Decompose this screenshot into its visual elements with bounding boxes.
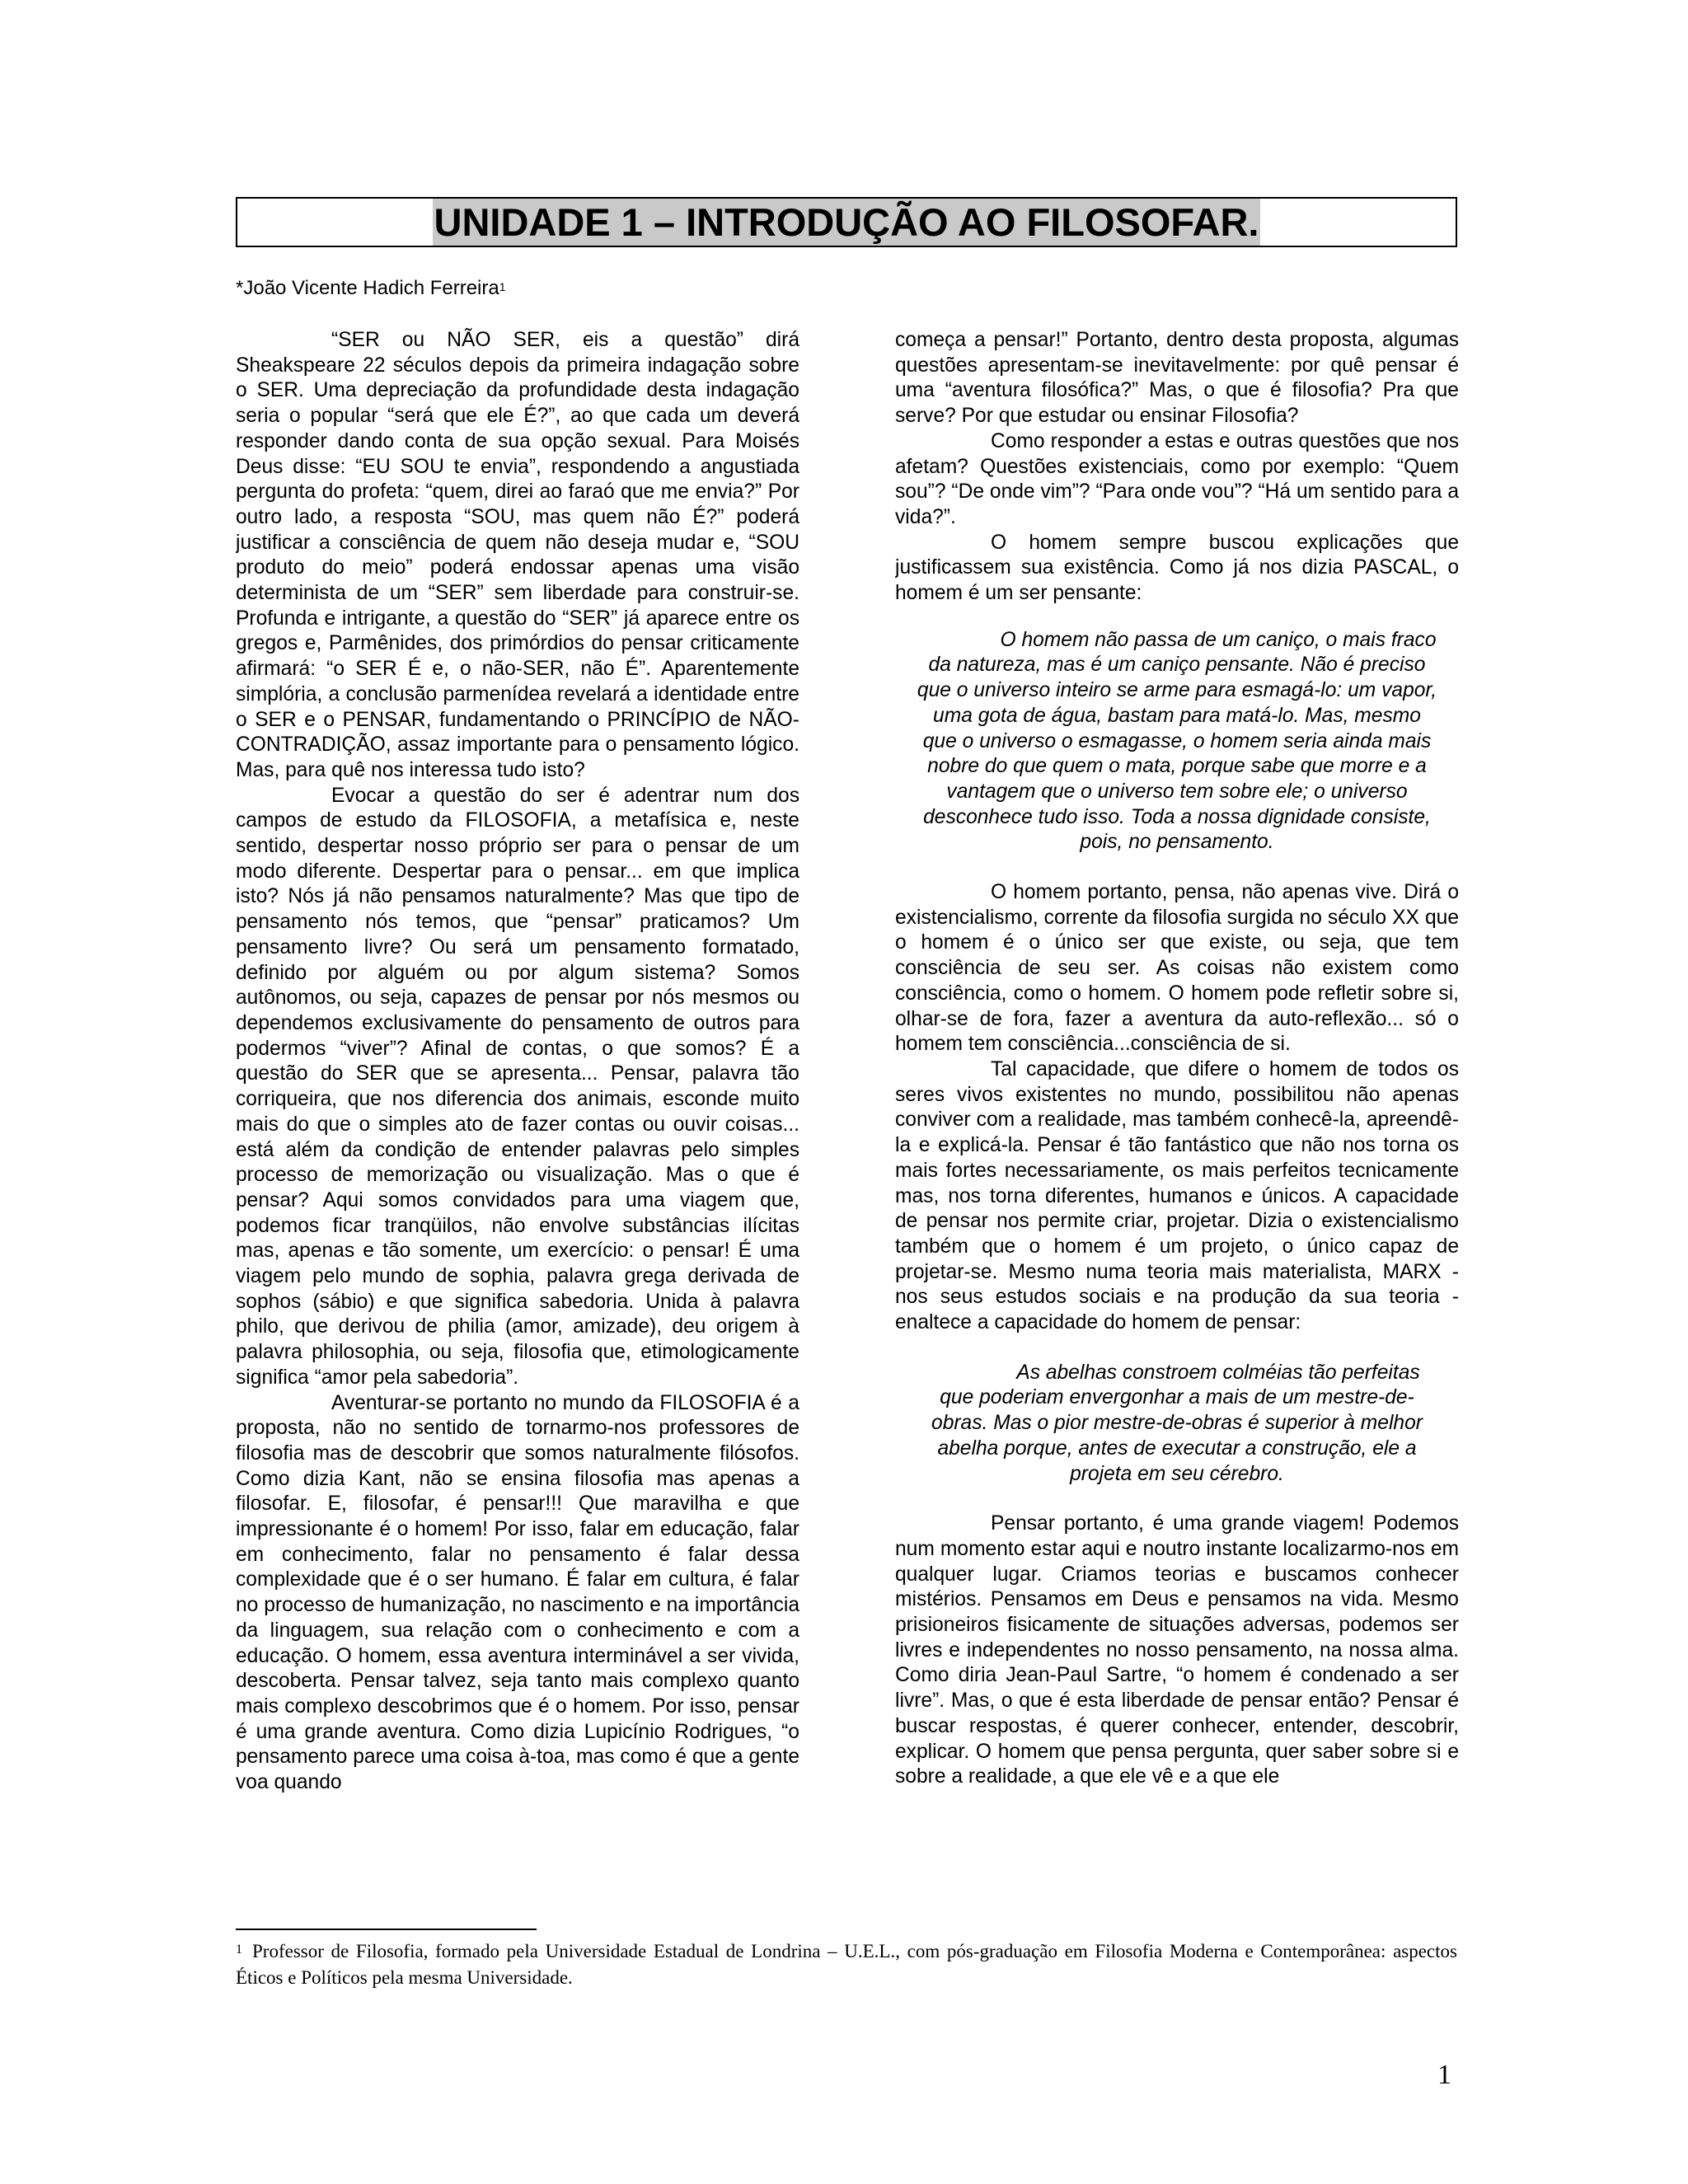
pascal-quote: O homem não passa de um caniço, o mais fraco da natureza, mas é um caniço pensante. Não é preciso que o universo inteiro se arme para esmagá-lo: um vapor, uma gota de água, bastam para matá-lo. Mas, mesmo que o universo o esmagasse, o homem seria ainda mais nobre do que quem o mata, porque sabe que morre e a vantagem que o universo tem sobre ele; o universo desconhece tudo isso. Toda a nossa dignidade consiste, pois, no pensamento.	[917, 628, 1437, 854]
paragraph: começa a pensar!” Portanto, dentro desta proposta, algumas questões apresentam-se inevitavelmente: por quê pensar é uma “aventura filosófica?” Mas, o que é filosofia? Pra que serve? Por que estudar ou ensinar Filosofia?	[895, 329, 1459, 428]
paragraph: O homem portanto, pensa, não apenas vive. Dirá o existencialismo, corrente da filosofia surgida no século XX que o homem é o único ser que existe, ou seja, que tem consciência de seu ser. As coisas não existem como consciência, como o homem. O homem pode refletir sobre si, olhar-se de fora, fazer a aventura da auto-reflexão... só o homem tem consciência...consciência de si.	[895, 881, 1459, 1056]
paragraph: Aventurar-se portanto no mundo da FILOSOFIA é a proposta, não no sentido de tornarmo-nos professores de filosofia mas de descobrir que somos naturalmente filósofos. Como dizia Kant, não se ensina filosofia mas apenas a filosofar. E, filosofar, é pensar!!! Que maravilha e que impressionante é o homem! Por isso, falar em educação, falar em conhecimento, falar no pensamento é falar dessa complexidade que é o ser humano. É falar em cultura, é falar no processo de humanização, no nascimento e na importância da linguagem, sua relação com o conhecimento e com a educação. O homem, essa aventura interminável a ser vivida, descoberta. Pensar talvez, seja tanto mais complexo quanto mais complexo descobrimos que é o homem. Por isso, pensar é uma grande aventura. Como dizia Lupicínio Rodrigues, “o pensamento parece uma coisa à-toa, mas como é que a gente voa quando	[236, 1391, 799, 1794]
paragraph: Como responder a estas e outras questões que nos afetam? Questões existenciais, como por exemplo: “Quem sou”? “De onde vim”? “Para onde vou”? “Há um sentido para a vida?”.	[895, 429, 1459, 528]
paragraph: Evocar a questão do ser é adentrar num dos campos de estudo da FILOSOFIA, a metafísica e, neste sentido, despertar nosso próprio ser para o pensar de um modo diferente. Despertar para o pensar... em que implica isto? Nós já não pensamos naturalmente? Mas que tipo de pensamento nós temos, que “pensar” praticamos? Um pensamento livre? Ou será um pensamento formatado, definido por alguém ou por algum sistema? Somos autônomos, ou seja, capazes de pensar por nós mesmos ou dependemos exclusivamente do pensamento de outros para podermos “viver”? Afinal de contas, o que somos? É a questão do SER que se apresenta... Pensar, palavra tão corriqueira, que nos diferencia dos animais, esconde muito mais do que o simples ato de fazer contas ou ouvir coisas... está além da condição de entender palavras pelo simples processo de memorização ou visualização. Mas o que é pensar? Aqui somos convidados para uma viagem que, podemos ficar tranqüilos, não envolve substâncias ilícitas mas, apenas e tão somente, um exercício: o pensar! É uma viagem pelo mundo de sophia, palavra grega derivada de sophos (sábio) e que significa sabedoria. Unida à palavra philo, que derivou de philia (amor, amizade), deu origem à palavra philosophia, ou seja, filosofia que, etimologicamente significa “amor pela sabedoria”.	[236, 784, 799, 1389]
footnote-text: Professor de Filosofia, formado pela Universidade Estadual de Londrina – U.E.L., com pós-graduação em Filosofia Moderna e Contemporânea: aspectos Éticos e Políticos pela mesma Universidade.	[236, 1941, 1457, 1988]
author-line	[236, 277, 506, 300]
page-number: 1	[1437, 2060, 1451, 2090]
footnote-mark: 1	[236, 1943, 242, 1957]
footnote-rule	[236, 1929, 537, 1930]
marx-quote: As abelhas constroem colméias tão perfeitas que poderiam envergonhar a mais de um mestre-de-obras. Mas o pior mestre-de-obras é superior à melhor abelha porque, antes de executar a construção, ele a projeta em seu cérebro.	[931, 1361, 1423, 1485]
footnote	[236, 1938, 1457, 1991]
right-column	[895, 328, 1459, 1919]
paragraph: “SER ou NÃO SER, eis a questão” dirá Sheakspeare 22 séculos depois da primeira indagação sobre o SER. Uma depreciação da profundidade desta indagação seria o popular “será que ele É?”, ao que cada um deverá responder dando conta de sua opção sexual. Para Moisés Deus disse: “EU SOU te envia”, respondendo a angustiada pergunta do profeta: “quem, direi ao faraó que me envia?” Por outro lado, a resposta “SOU, mas quem não É?” poderá justificar a consciência de quem não deseja mudar e, “SOU produto do meio” poderá endossar apenas uma visão determinista de um “SER” sem liberdade para construir-se. Profunda e intrigante, a questão do “SER” já aparece entre os gregos e, Parmênides, dos primórdios do pensar criticamente afirmará: “o SER É e, o não-SER, não É”. Aparentemente simplória, a conclusão parmenídea revelará a identidade entre o SER e o PENSAR, fundamentando o PRINCÍPIO de NÃO-CONTRADIÇÃO, assaz importante para o pensamento lógico. Mas, para quê nos interessa tudo isto?	[236, 329, 799, 781]
paragraph: Tal capacidade, que difere o homem de todos os seres vivos existentes no mundo, possibilitou não apenas conviver com a realidade, mas também conhecê-la, apreendê-la e explicá-la. Pensar é tão fantástico que não nos torna os mais fortes necessariamente, os mais perfeitos tecnicamente mas, nos torna diferentes, humanos e únicos. A capacidade de pensar nos permite criar, projetar. Dizia o existencialismo também que o homem é um projeto, o único capaz de projetar-se. Mesmo numa teoria mais materialista, MARX - nos seus estudos sociais e na produção da sua teoria - enaltece a capacidade do homem de pensar:	[895, 1057, 1459, 1334]
author-name: *João Vicente Hadich Ferreira	[236, 277, 499, 299]
title-box	[236, 197, 1457, 247]
left-column	[236, 328, 799, 1919]
paragraph: Pensar portanto, é uma grande viagem! Podemos num momento estar aqui e noutro instante localizarmo-nos em qualquer lugar. Criamos teorias e buscamos conhecer mistérios. Pensamos em Deus e pensamos na vida. Mesmo prisioneiros fisicamente de situações adversas, podemos ser livres e independentes no nosso pensamento, na nossa alma. Como diria Jean-Paul Sartre, “o homem é condenado a ser livre”. Mas, o que é esta liberdade de pensar então? Pensar é buscar respostas, é querer conhecer, entender, descobrir, explicar. O homem que pensa pergunta, quer saber sobre si e sobre a realidade, a que ele vê e a que ele	[895, 1512, 1459, 1788]
paragraph: O homem sempre buscou explicações que justificassem sua existência. Como já nos dizia PASCAL, o homem é um ser pensante:	[895, 531, 1459, 605]
page-title: UNIDADE 1 – INTRODUÇÃO AO FILOSOFAR.	[434, 200, 1259, 244]
author-footnote-mark: 1	[499, 280, 506, 293]
